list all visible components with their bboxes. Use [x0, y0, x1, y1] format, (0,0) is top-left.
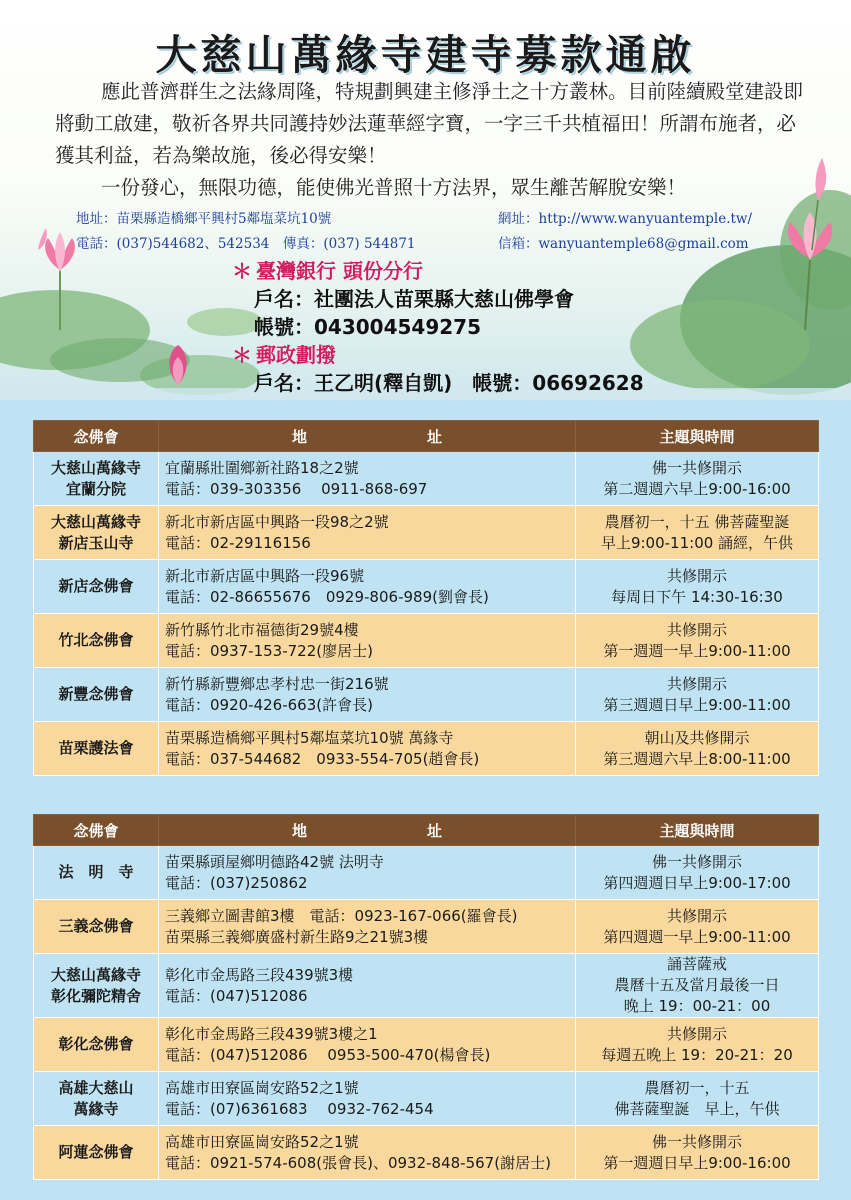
schedule-line: 共修開示 [666, 674, 727, 693]
group-name-line: 宜蘭分院 [65, 479, 126, 498]
schedule-line: 朝山及共修開示 [644, 728, 750, 747]
header-schedule: 主題與時間 [576, 815, 819, 846]
address-cell [159, 452, 576, 506]
header-banner [0, 0, 851, 400]
table-row [34, 452, 819, 506]
group-name-cell [34, 722, 159, 776]
table-row [34, 722, 819, 776]
group-name-line: 萬緣寺 [73, 1099, 119, 1118]
page-title: 大慈山萬緣寺建寺募款通啟 [155, 31, 696, 79]
group-name-line: 新店玉山寺 [58, 533, 134, 552]
address-cell [159, 1072, 576, 1126]
address-line: 高雄市田寮區崗安路52之1號 [165, 1078, 359, 1097]
schedule-line: 佛一共修開示 [651, 852, 742, 871]
group-name-cell [34, 900, 159, 954]
group-table-1 [33, 420, 819, 776]
address-line: 電話：039-303356 0911-868-697 [165, 479, 428, 498]
schedule-line: 第四週週一早上9:00-11:00 [603, 927, 791, 946]
schedule-cell [576, 900, 819, 954]
address-cell [159, 722, 576, 776]
address-line: 電話：02-29116156 [165, 533, 311, 552]
email-link[interactable]: 信箱：wanyuantemple68@gmail.com [498, 236, 749, 252]
address-line: 彰化市金馬路三段439號3樓 [165, 965, 354, 984]
bank-name: 臺灣銀行 頭份分行 [256, 259, 423, 283]
table-header-row [34, 815, 819, 846]
address-line: 電話：0920-426-663(許會長) [165, 695, 373, 714]
schedule-line: 誦菩薩戒 [666, 955, 727, 973]
schedule-line: 農曆初一，十五 佛菩薩聖誕 [604, 512, 790, 531]
schedule-cell [576, 1072, 819, 1126]
group-name-line: 法 明 寺 [58, 863, 134, 881]
group-name-cell [34, 1072, 159, 1126]
group-name-cell [34, 1018, 159, 1072]
group-name-line: 高雄大慈山 [58, 1078, 134, 1097]
address-cell [159, 560, 576, 614]
schedule-line: 第四週週日早上9:00-17:00 [603, 873, 791, 892]
group-name-line: 新店念佛會 [58, 577, 134, 595]
schedule-cell [576, 560, 819, 614]
address-line: 新竹縣竹北市福德街29號4樓 [165, 620, 359, 639]
group-name-cell [34, 560, 159, 614]
address-line: 宜蘭縣壯圍鄉新社路18之2號 [165, 458, 359, 477]
bank-account-number: 帳號：043004549275 [254, 315, 481, 339]
schedule-cell [576, 722, 819, 776]
schedule-line: 第三週週日早上9:00-11:00 [603, 695, 791, 714]
group-name-line: 大慈山萬緣寺 [50, 965, 141, 984]
table-row [34, 560, 819, 614]
postal-account: 戶名：王乙明(釋自凱) 帳號：06692628 [254, 371, 644, 395]
header-name: 念佛會 [34, 421, 159, 452]
group-name-line: 阿蓮念佛會 [58, 1143, 134, 1161]
group-name-line: 彰化念佛會 [58, 1035, 134, 1053]
schedule-cell [576, 1018, 819, 1072]
schedule-line: 佛一共修開示 [651, 1132, 742, 1151]
address-cell [159, 1018, 576, 1072]
address-line: 電話：(047)512086 0953-500-470(楊會長) [165, 1045, 491, 1064]
postal-heading [232, 341, 792, 369]
table-row [34, 506, 819, 560]
schedule-cell [576, 1126, 819, 1180]
group-name-cell [34, 668, 159, 722]
group-name-cell [34, 1126, 159, 1180]
table-row [34, 846, 819, 900]
address-line: 電話：(047)512086 [165, 986, 308, 1005]
bank-account-name: 戶名：社團法人苗栗縣大慈山佛學會 [254, 287, 574, 311]
schedule-line: 農曆十五及當月最後一日 [614, 976, 780, 994]
donation-info [232, 257, 792, 397]
address-line: 電話：0937-153-722(廖居士) [165, 641, 373, 660]
table-body [34, 452, 819, 776]
schedule-line: 共修開示 [666, 620, 727, 639]
header-schedule: 主題與時間 [576, 421, 819, 452]
schedule-line: 農曆初一，十五 [644, 1078, 750, 1097]
website-link[interactable]: 網址：http://www.wanyuantemple.tw/ [498, 211, 753, 227]
table-row [34, 900, 819, 954]
schedule-line: 每週五晚上 19：20-21：20 [601, 1045, 793, 1064]
schedule-line: 早上9:00-11:00 誦經，午供 [600, 533, 794, 552]
schedule-cell [576, 954, 819, 1018]
address-line: 電話：(037)250862 [165, 873, 308, 892]
table-row [34, 1018, 819, 1072]
group-name-line: 竹北念佛會 [58, 631, 134, 649]
intro-text [55, 76, 805, 204]
header-name: 念佛會 [34, 815, 159, 846]
schedule-line: 共修開示 [666, 566, 727, 585]
group-name-line: 大慈山萬緣寺 [50, 512, 141, 531]
schedule-line: 佛一共修開示 [651, 458, 742, 477]
schedule-line: 第三週週六早上8:00-11:00 [603, 749, 791, 768]
header-address: 地 址 [159, 815, 576, 846]
schedule-cell [576, 614, 819, 668]
asterisk-icon: ＊ [232, 259, 252, 283]
address-line: 彰化市金馬路三段439號3樓之1 [165, 1024, 378, 1043]
intro-paragraph-1: 應此普濟群生之法緣周隆，特規劃興建主修淨土之十方叢林。目前陸續殿堂建設即將動工啟建，敬祈各界共同護持妙法蓮華經字寶，一字三千共植福田！所謂布施者，必獲其利益，若為樂故施，後必得安樂！ [55, 80, 804, 167]
intro-paragraph-2: 一份發心，無限功德，能使佛光普照十方法界，眾生離苦解脫安樂！ [101, 176, 687, 199]
schedule-line: 第一週週日早上9:00-16:00 [603, 1153, 791, 1172]
schedule-line: 佛菩薩聖誕 早上，午供 [614, 1099, 780, 1118]
address-line: 電話：02-86655676 0929-806-989(劉會長) [165, 587, 489, 606]
address-cell [159, 900, 576, 954]
group-name-line: 大慈山萬緣寺 [50, 458, 141, 477]
group-name-line: 苗栗護法會 [58, 739, 134, 757]
schedule-line: 每周日下午 14:30-16:30 [611, 587, 783, 606]
group-name-cell [34, 954, 159, 1018]
group-name-cell [34, 506, 159, 560]
phone-fax-text: 電話：(037)544682、542534 傳真：(037) 544871 [76, 236, 416, 252]
group-name-cell [34, 846, 159, 900]
schedule-cell [576, 452, 819, 506]
address-cell [159, 506, 576, 560]
schedule-line: 共修開示 [666, 906, 727, 925]
table-row [34, 1126, 819, 1180]
group-name-line: 新豐念佛會 [58, 685, 134, 703]
postal-name: 郵政劃撥 [256, 343, 336, 367]
header-address: 地 址 [159, 421, 576, 452]
schedule-cell [576, 506, 819, 560]
address-line: 電話：(07)6361683 0932-762-454 [165, 1099, 434, 1118]
group-name-line: 三義念佛會 [58, 917, 134, 935]
table-header-row [34, 421, 819, 452]
address-cell [159, 954, 576, 1018]
address-line: 新竹縣新豐鄉忠孝村忠一街216號 [165, 674, 389, 693]
address-cell [159, 668, 576, 722]
address-text: 地址：苗栗縣造橋鄉平興村5鄰塩菜坑10號 [76, 211, 332, 227]
table-row [34, 668, 819, 722]
address-line: 高雄市田寮區崗安路52之1號 [165, 1132, 359, 1151]
table-row [34, 1072, 819, 1126]
address-cell [159, 1126, 576, 1180]
schedule-line: 共修開示 [666, 1024, 727, 1043]
schedule-cell [576, 668, 819, 722]
asterisk-icon: ＊ [232, 343, 252, 367]
group-table-2 [33, 814, 819, 1180]
address-line: 電話：037-544682 0933-554-705(趙會長) [165, 749, 480, 768]
group-name-cell [34, 452, 159, 506]
address-line: 苗栗縣頭屋鄉明德路42號 法明寺 [165, 852, 384, 871]
address-line: 三義鄉立圖書館3樓 電話：0923-167-066(羅會長) [165, 906, 518, 925]
address-line: 新北市新店區中興路一段98之2號 [165, 512, 389, 531]
group-name-line: 彰化彌陀精舍 [50, 986, 141, 1005]
address-cell [159, 846, 576, 900]
address-line: 電話：0921-574-608(張會長)、0932-848-567(謝居士) [165, 1153, 551, 1172]
table-body [34, 846, 819, 1180]
table-row [34, 954, 819, 1018]
bank-heading [232, 257, 792, 285]
address-line: 苗栗縣造橋鄉平興村5鄰塩菜坑10號 萬緣寺 [165, 728, 454, 747]
schedule-cell [576, 846, 819, 900]
group-name-cell [34, 614, 159, 668]
schedule-line: 晚上 19：00-21：00 [623, 997, 771, 1015]
table-row [34, 614, 819, 668]
address-line: 新北市新店區中興路一段96號 [165, 566, 365, 585]
address-line: 苗栗縣三義鄉廣盛村新生路9之21號3樓 [165, 927, 429, 946]
address-cell [159, 614, 576, 668]
schedule-line: 第一週週一早上9:00-11:00 [603, 641, 791, 660]
schedule-line: 第二週週六早上9:00-16:00 [603, 479, 791, 498]
